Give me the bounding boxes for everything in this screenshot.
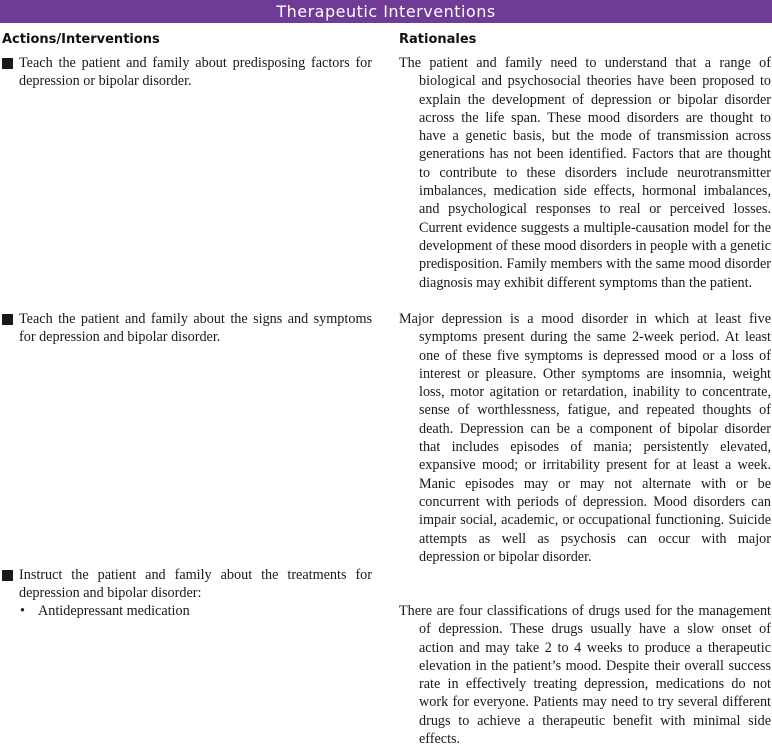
- action-text: Instruct the patient and family about the treatments for depression and bipolar disorder:: [19, 567, 372, 602]
- sub-item: [2, 602, 362, 620]
- rationale-text: There are four classifications of drugs used for the management of depression. These drugs usually have a slow onset of action and may take 2 to 4 weeks to produce a therapeutic elevation in the patient’s mood. Despite their overall success rate in effectively treating depression, medications do not work for everyone. Patients may need to try several different drugs to achieve a therapeutic benefit with minimal side effects.: [399, 603, 771, 748]
- action-text: Teach the patient and family about the signs and symptoms for depression and bipolar disorder.: [19, 311, 372, 346]
- section-banner: Therapeutic Interventions: [0, 0, 772, 23]
- action-item: [2, 566, 372, 603]
- action-item: [2, 310, 372, 347]
- action-item: [2, 54, 372, 91]
- action-text: Teach the patient and family about predisposing factors for depression or bipolar disorder.: [19, 55, 372, 90]
- actions-column-header: Actions/Interventions: [2, 32, 160, 47]
- sub-item-text: Antidepressant medication: [38, 603, 190, 619]
- rationale-text: The patient and family need to understand that a range of biological and psychosocial theories have been proposed to explain the development of depression or bipolar disorder across the life span. These mood disorders are thought to have a genetic basis, but the mode of transmission across generations has not been identified. Factors that are thought to contribute to these disorders include neurotransmitter imbalances, medication side effects, hormonal imbalances, and psychological responses to real or perceived losses. Current evidence suggests a multiple-causation model for the development of these mood disorders in people with a genetic predisposition. Family members with the same mood disorder diagnosis may exhibit different symptoms than the patient.: [399, 55, 771, 291]
- square-bullet-icon: [2, 58, 13, 69]
- square-bullet-icon: [2, 314, 13, 325]
- square-bullet-icon: [2, 570, 13, 581]
- rationale-text: Major depression is a mood disorder in which at least five symptoms present during the same 2-week period. At least one of these five symptoms is depressed mood or a loss of interest or pleasure. Other symptoms are insomnia, weight loss, motor agitation or retardation, inability to concentrate, sense of worthlessness, fatigue, and repeated thoughts of death. Depression can be a component of bipolar disorder that includes episodes of mania; persistently elevated, expansive mood; or irritability present for at least a week. Manic episodes may or may not alternate with or be concurrent with periods of depression. Mood disorders can impair social, academic, or occupational functioning. Suicide attempts as well as psychosis can occur with major depression or bipolar disorder.: [399, 311, 771, 565]
- dot-bullet-icon: •: [20, 603, 25, 619]
- rationales-column-header: Rationales: [399, 32, 477, 47]
